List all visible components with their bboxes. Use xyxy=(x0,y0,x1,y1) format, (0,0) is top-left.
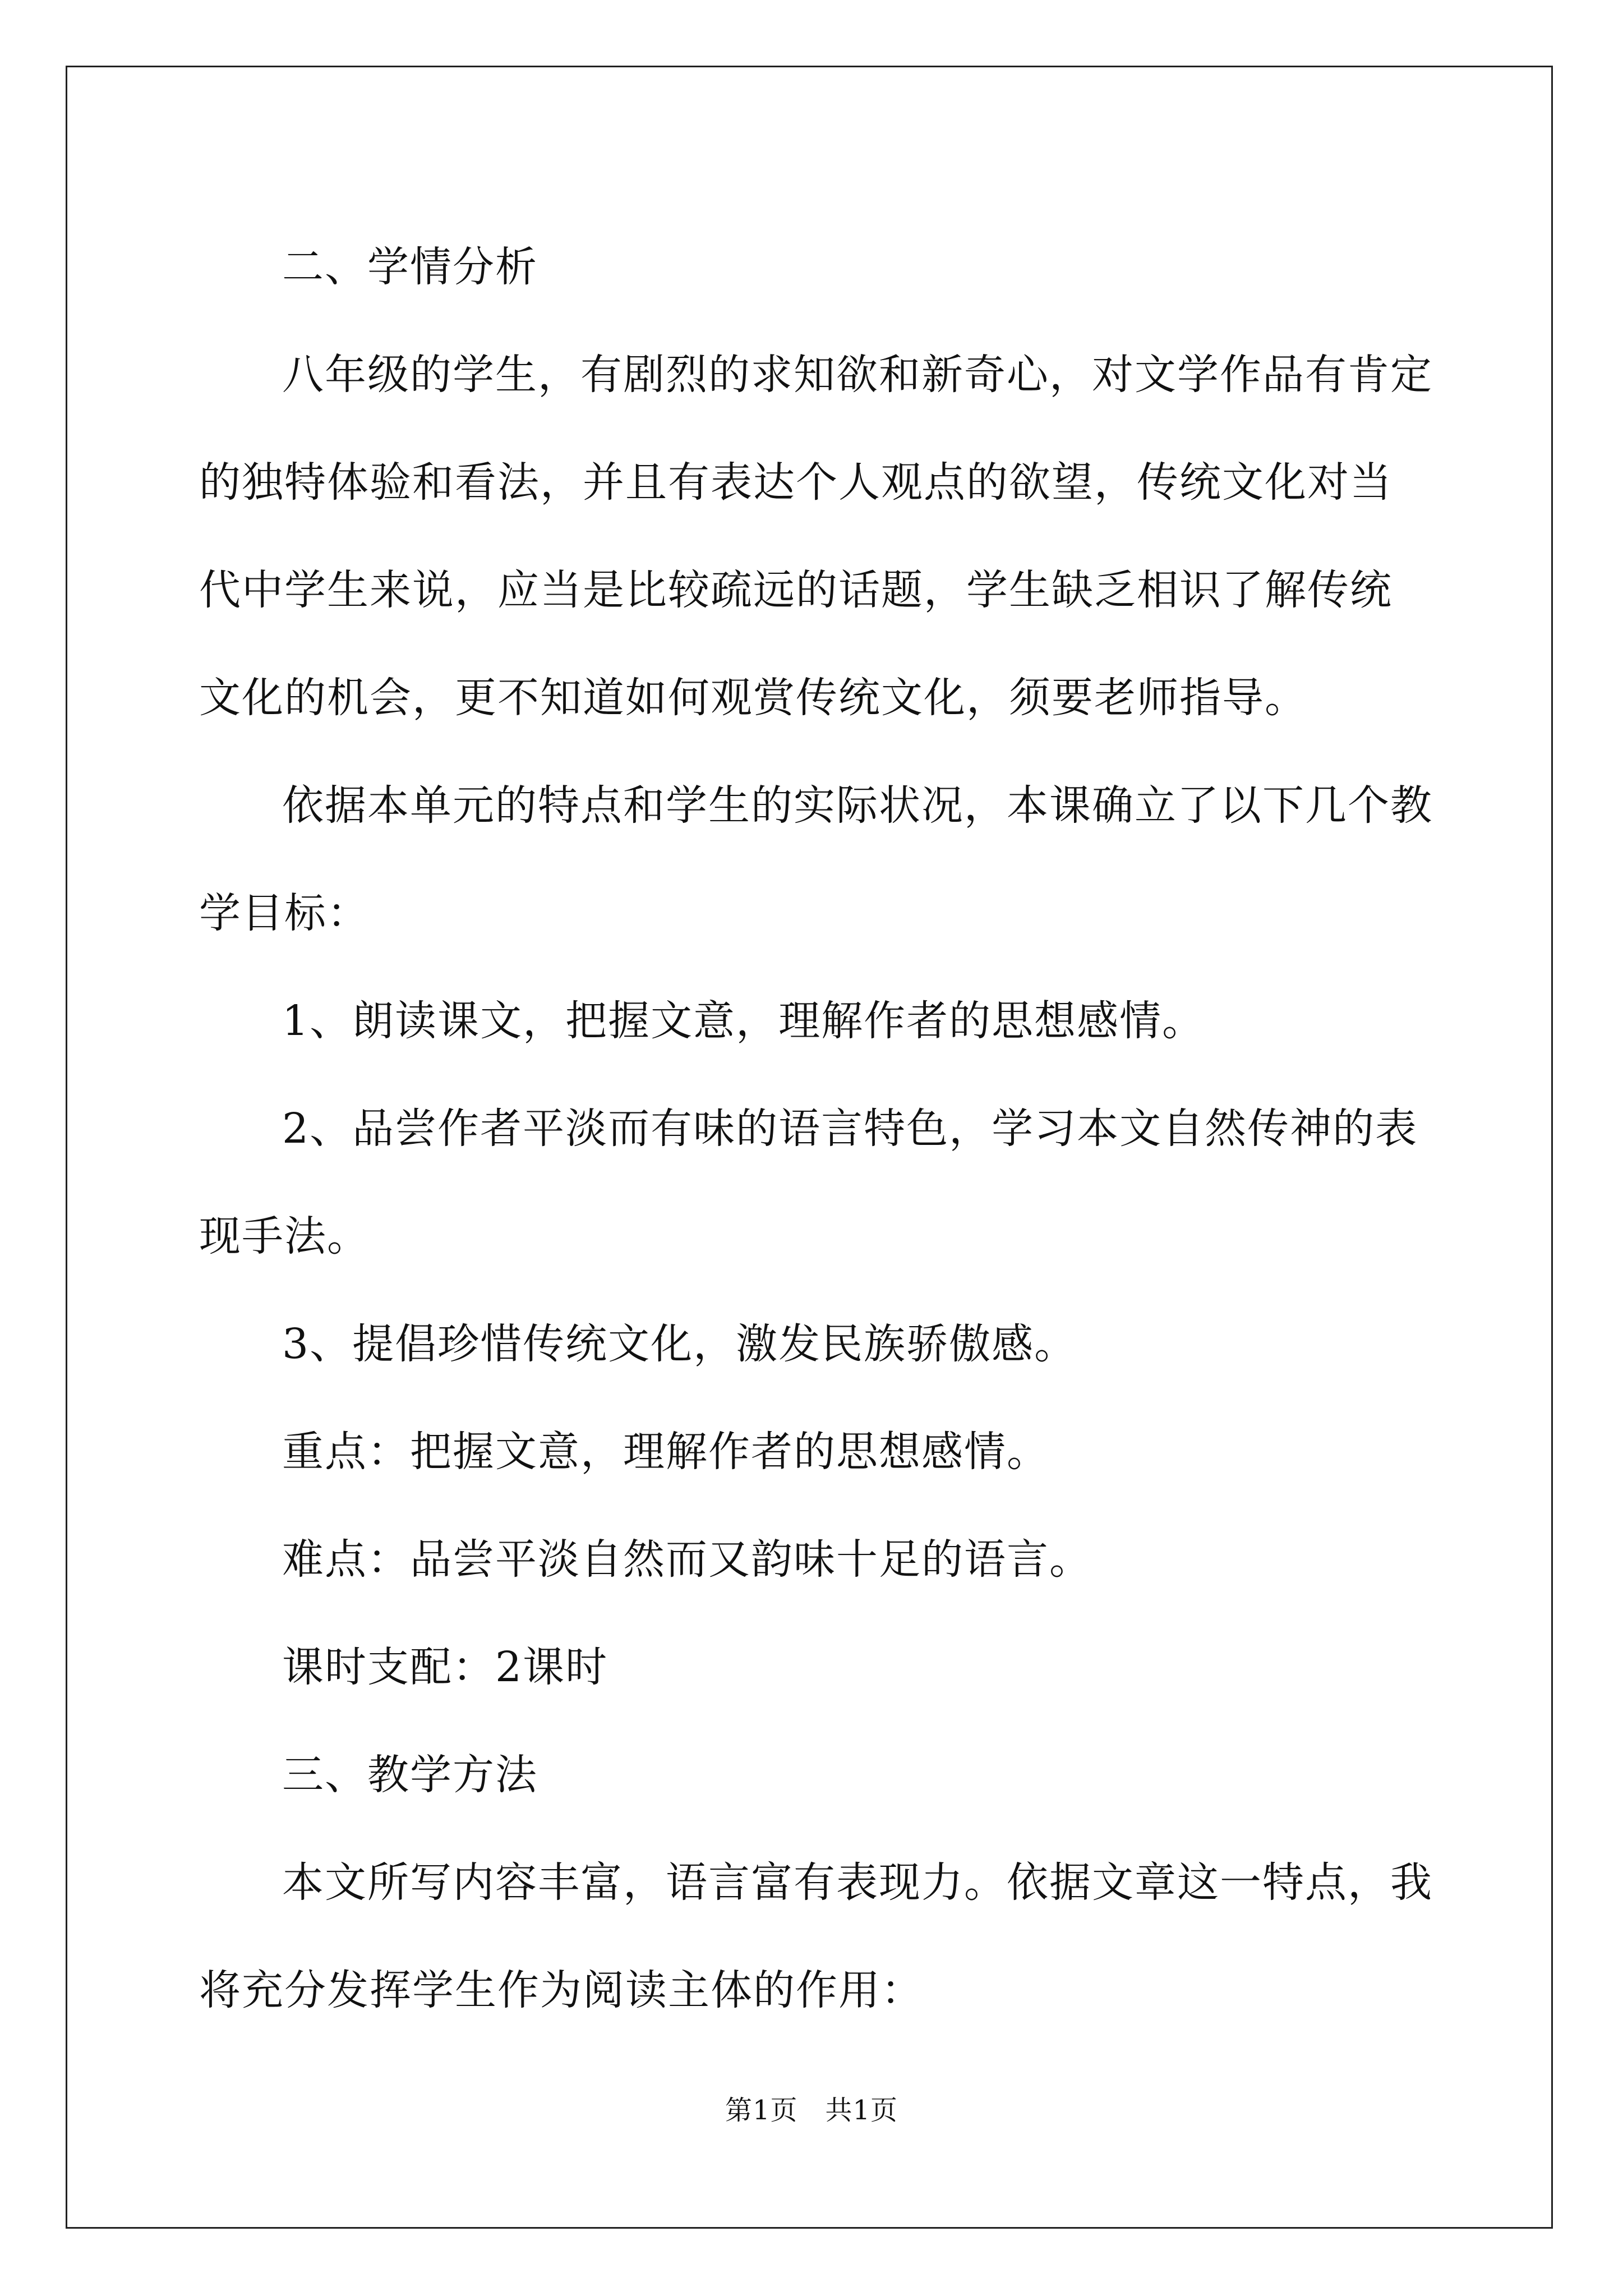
document-body xyxy=(199,213,1433,2044)
key-point: 重点：把握文意，理解作者的思想感情。 xyxy=(282,1428,1049,1476)
section-heading-learning-analysis: 二、学情分析 xyxy=(282,243,538,291)
goal-item-1: 1、朗读课文，把握文意，理解作者的思想感情。 xyxy=(282,997,1205,1045)
paragraph-teaching-goals-intro: 依据本单元的特点和学生的实际状况，本课确立了以下几个教学目标： xyxy=(199,781,1433,937)
goal-item-3: 3、提倡珍惜传统文化，激发民族骄傲感。 xyxy=(282,1320,1077,1368)
difficult-point: 难点：品尝平淡自然而又韵味十足的语言。 xyxy=(282,1535,1092,1584)
goal-item-2: 2、品尝作者平淡而有味的语言特色，学习本文自然传神的表现手法。 xyxy=(199,1105,1418,1260)
page-footer: 第1页 共1页 xyxy=(725,2095,898,2126)
paragraph-teaching-method: 本文所写内容丰富，语言富有表现力。依据文章这一特点，我将充分发挥学生作为阅读主体的作用： xyxy=(199,1858,1433,2014)
paragraph-student-analysis: 八年级的学生，有剧烈的求知欲和新奇心，对文学作品有肯定的独特体验和看法，并且有表达个人观点的欲望，传统文化对当代中学生来说，应当是比较疏远的话题，学生缺乏相识了解传统文化的机会，更不知道如何观赏传统文化，须要老师指导。 xyxy=(199,351,1433,722)
section-heading-teaching-method: 三、教学方法 xyxy=(282,1751,538,1799)
class-hours: 课时支配：2课时 xyxy=(282,1643,608,1691)
